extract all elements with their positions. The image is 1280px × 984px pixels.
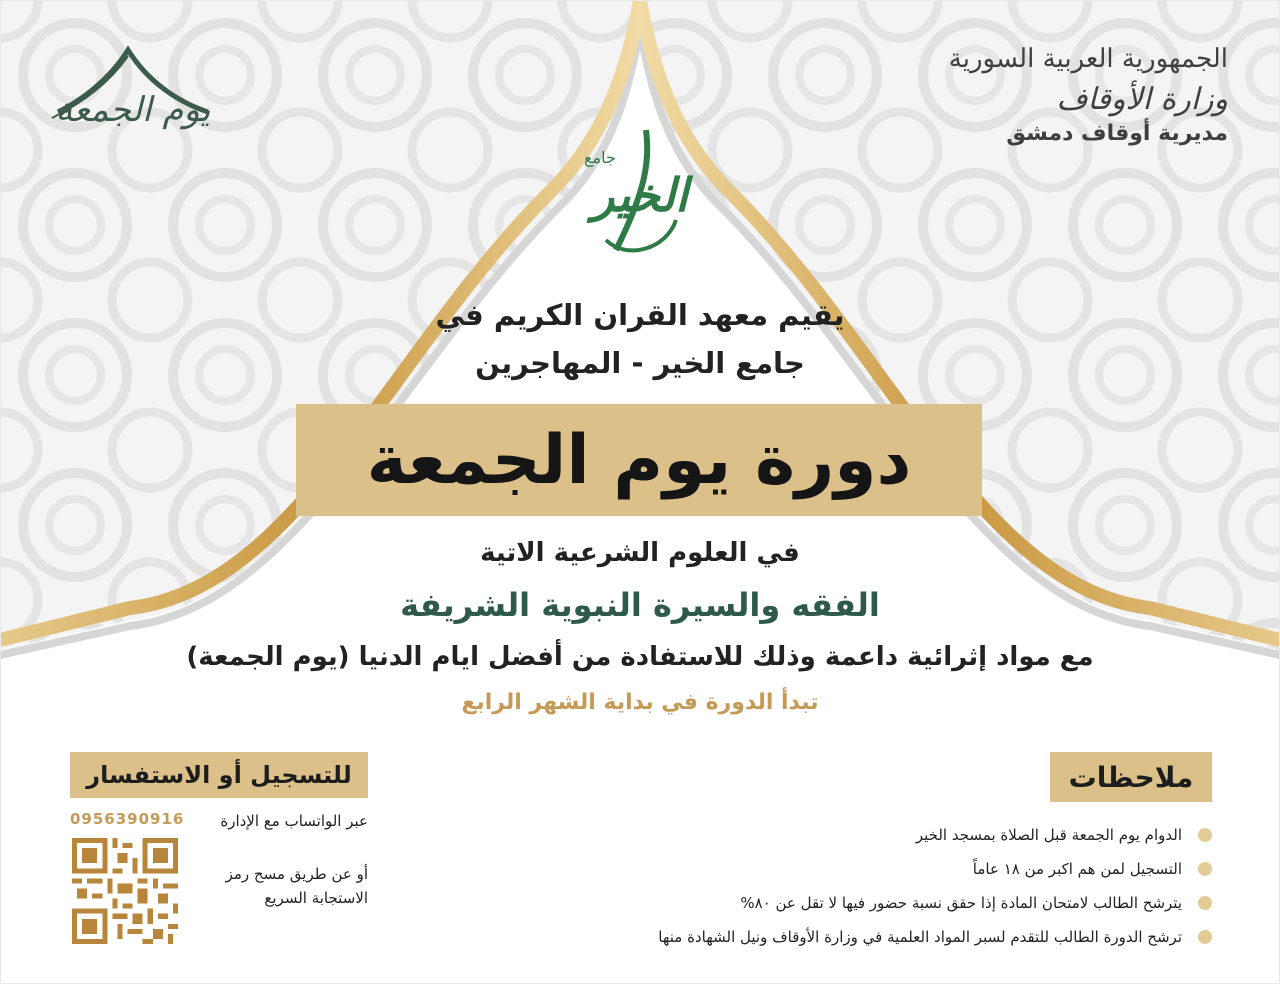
note-text: ترشح الدورة الطالب للتقدم لسبر المواد العلمية في وزارة الأوقاف ونيل الشهادة منها [658, 928, 1182, 946]
note-text: التسجيل لمن هم اكبر من ١٨ عاماً [972, 860, 1182, 878]
bullet-icon [1198, 896, 1212, 910]
note-text: الدوام يوم الجمعة قبل الصلاة بمسجد الخير [915, 826, 1182, 844]
khair-logo-small-text: جامع [584, 148, 616, 167]
khair-logo [576, 120, 704, 270]
note-item [512, 886, 1212, 920]
note-item [512, 852, 1212, 886]
bullet-icon [1198, 930, 1212, 944]
directorate-name: مديرية أوقاف دمشق [1006, 121, 1228, 146]
registration-heading: للتسجيل أو الاستفسار [70, 752, 368, 798]
qr-code-icon[interactable] [72, 838, 178, 944]
khair-logo-text: الخير [592, 168, 688, 222]
intro-line-1: يقيم معهد القران الكريم في [435, 298, 845, 332]
friday-logo-text: يوم الجمعة [55, 90, 211, 130]
whatsapp-text: عبر الواتساب مع الإدارة [220, 812, 368, 830]
note-item [512, 818, 1212, 852]
qr-instructions: أو عن طريق مسح رمز الاستجابة السريع [225, 865, 368, 907]
republic-name: الجمهورية العربية السورية [948, 44, 1228, 74]
intro-line-2: جامع الخير - المهاجرين [475, 346, 805, 380]
course-title-banner [296, 404, 982, 516]
government-header [949, 44, 1228, 146]
course-start: تبدأ الدورة في بداية الشهر الرابع [461, 690, 819, 715]
notes-heading: ملاحظات [1050, 752, 1212, 802]
subjects-intro: في العلوم الشرعية الاتية [480, 538, 800, 568]
phone-number[interactable]: 0956390916 [70, 810, 185, 828]
note-item [512, 920, 1212, 954]
notes-list [512, 818, 1212, 954]
bullet-icon [1198, 862, 1212, 876]
note-text: يترشح الطالب لامتحان المادة إذا حقق نسبة حضور فيها لا تقل عن ٨٠% [740, 894, 1182, 912]
ministry-name: وزارة الأوقاف [1056, 82, 1228, 117]
subjects-names: الفقه والسيرة النبوية الشريفة [400, 586, 880, 624]
subjects-description: مع مواد إثرائية داعمة وذلك للاستفادة من أفضل ايام الدنيا (يوم الجمعة) [186, 642, 1094, 672]
course-title: دورة يوم الجمعة [366, 420, 912, 500]
bullet-icon [1198, 828, 1212, 842]
friday-logo [48, 42, 218, 172]
